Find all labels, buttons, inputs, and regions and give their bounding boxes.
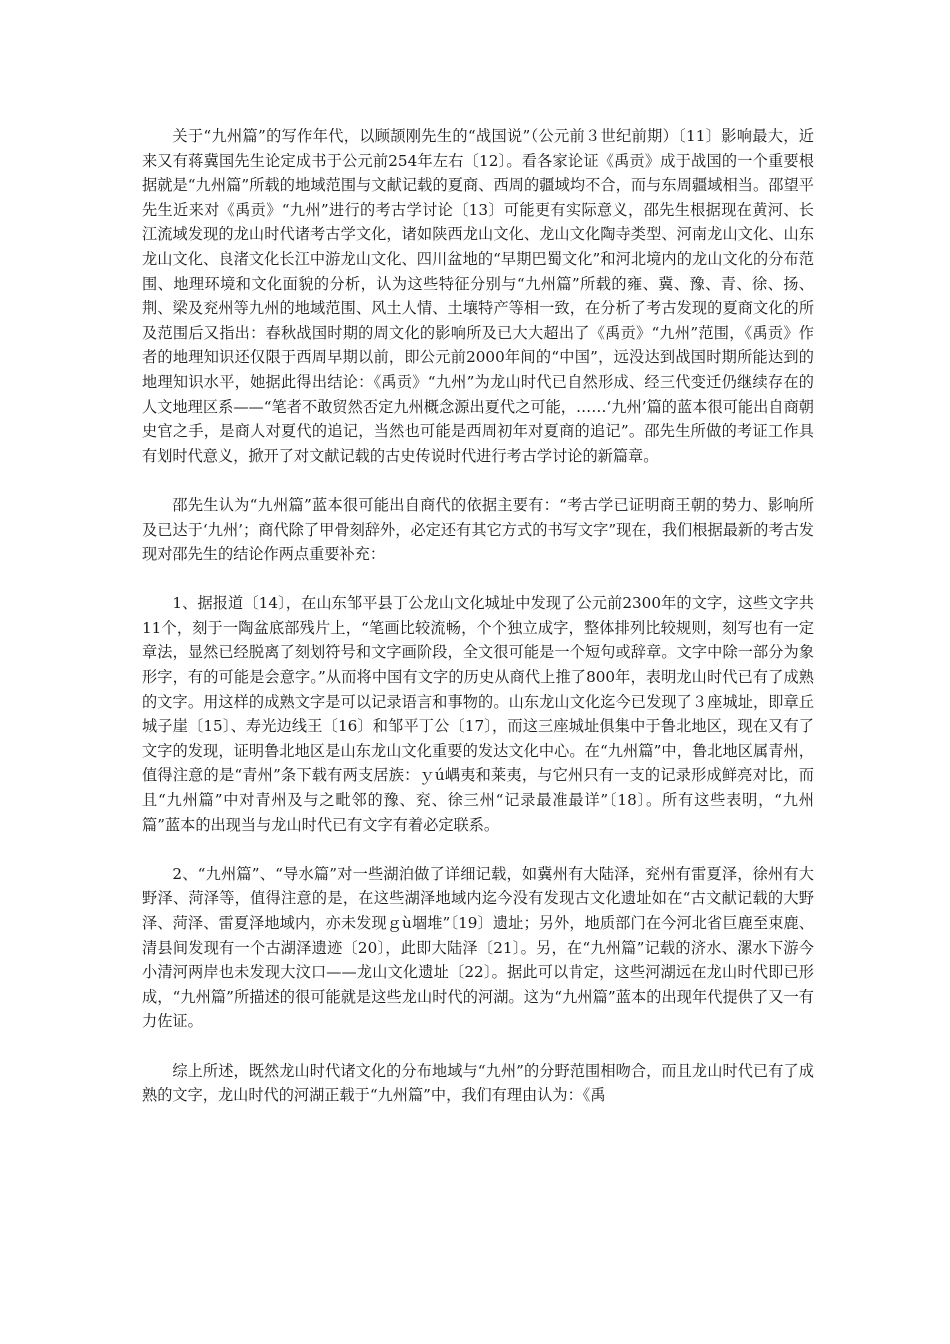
paragraph-shao-basis: 邵先生认为“九州篇”蓝本很可能出自商代的依据主要有：“考古学已证明商王朝的势力、影响所及已达于‘九州’；商代除了甲骨刻辞外，必定还有其它方式的书写文字”现在，我们根据最新的考古发现对邵先生的结论作两点重要补充： — [142, 495, 814, 564]
paragraph-conclusion: 综上所述，既然龙山时代诸文化的分布地域与“九州”的分野范围相吻合，而且龙山时代已有了成熟的文字，龙山时代的河湖正载于“九州篇”中，我们有理由认为：《禹 — [142, 1061, 814, 1105]
paragraph-dating-debate: 关于“九州篇”的写作年代，以顾颉刚先生的“战国说”（公元前３世纪前期）〔11〕影响最大，近来又有蒋冀国先生论定成书于公元前254年左右〔12〕。看各家论证《禹贡》成于战国的一个重要根据就是“九州篇”所载的地域范围与文献记载的夏商、西周的疆域均不合，而与东周疆域相当。邵望平先生近来对《禹贡》“九州”进行的考古学讨论〔13〕可能更有实际意义，邵先生根据现在黄河、长江流域发现的龙山时代诸考古学文化，诸如陕西龙山文化、龙山文化陶寺类型、河南龙山文化、山东龙山文化、良渚文化长江中游龙山文化、四川盆地的“早期巴蜀文化”和河北境内的龙山文化的分布范围、地理环境和文化面貌的分析，认为这些特征分别与“九州篇”所载的雍、冀、豫、青、徐、扬、荆、梁及兖州等九州的地域范围、风土人情、土壤特产等相一致，在分析了考古发现的夏商文化的所及范围后又指出：春秋战国时期的周文化的影响所及已大大超出了《禹贡》“九州”范围，《禹贡》作者的地理知识还仅限于西周早期以前，即公元前2000年间的“中国”，远没达到战国时期所能达到的地理知识水平，她据此得出结论：《禹贡》“九州”为龙山时代已自然形成、经三代变迁仍继续存在的人文地理区系——“笔者不敢贸然否定九州概念源出夏代之可能，……‘九州’篇的蓝本很可能出自商朝史官之手，是商人对夏代的追记，当然也可能是西周初年对夏商的追记”。邵先生所做的考证工作具有划时代意义，掀开了对文献记载的古史传说时代进行考古学讨论的新篇章。 — [142, 127, 814, 465]
paragraph-point-one-writing: 1、据报道〔14〕，在山东邹平县丁公龙山文化城址中发现了公元前2300年的文字，这些文字共11个，刻于一陶盆底部残片上，“笔画比较流畅，个个独立成字，整体排列比较规则，刻写也有一定章法，显然已经脱离了刻划符号和文字画阶段，全文很可能是一个短句或辞章。文字中除一部分为象形字，有的可能是会意字。”从而将中国有文字的历史从商代上推了800年，表明龙山时代已有了成熟的文字。用这样的成熟文字是可以记录语言和事物的。山东龙山文化迄今已发现了３座城址，即章丘城子崖〔15〕、寿光边线王〔16〕和邹平丁公〔17〕，而这三座城址俱集中于鲁北地区，现在又有了文字的发现，证明鲁北地区是山东龙山文化重要的发达文化中心。在“九州篇”中，鲁北地区属青州，值得注意的是“青州”条下载有两支居族：ｙú嵎夷和莱夷，与它州只有一支的记录形成鲜亮对比，而且“九州篇”中对青州及与之毗邻的豫、兖、徐三州“记录最准最详”〔18〕。所有这些表明，“九州篇”蓝本的出现当与龙山时代已有文字有着必定联系。 — [142, 594, 814, 834]
paragraph-point-two-lakes: 2、“九州篇”、“导水篇”对一些湖泊做了详细记载，如冀州有大陆泽，兖州有雷夏泽，徐州有大野泽、菏泽等，值得注意的是，在这些湖泽地域内迄今没有发现古文化遗址如在“古文献记载的大野泽、菏泽、雷夏泽地域内，亦未发现ｇù堌堆”〔19〕遗址；另外，地质部门在今河北省巨鹿至束鹿、清县间发现有一个古湖泽遗迹〔20〕，此即大陆泽〔21〕。另，在“九州篇”记载的济水、漯水下游今小清河两岸也未发现大汶口——龙山文化遗址〔22〕。据此可以肯定，这些河湖远在龙山时代即已形成，“九州篇”所描述的很可能就是这些龙山时代的河湖。这为“九州篇”蓝本的出现年代提供了又一有力佐证。 — [142, 864, 814, 1031]
document-page — [142, 124, 814, 1132]
